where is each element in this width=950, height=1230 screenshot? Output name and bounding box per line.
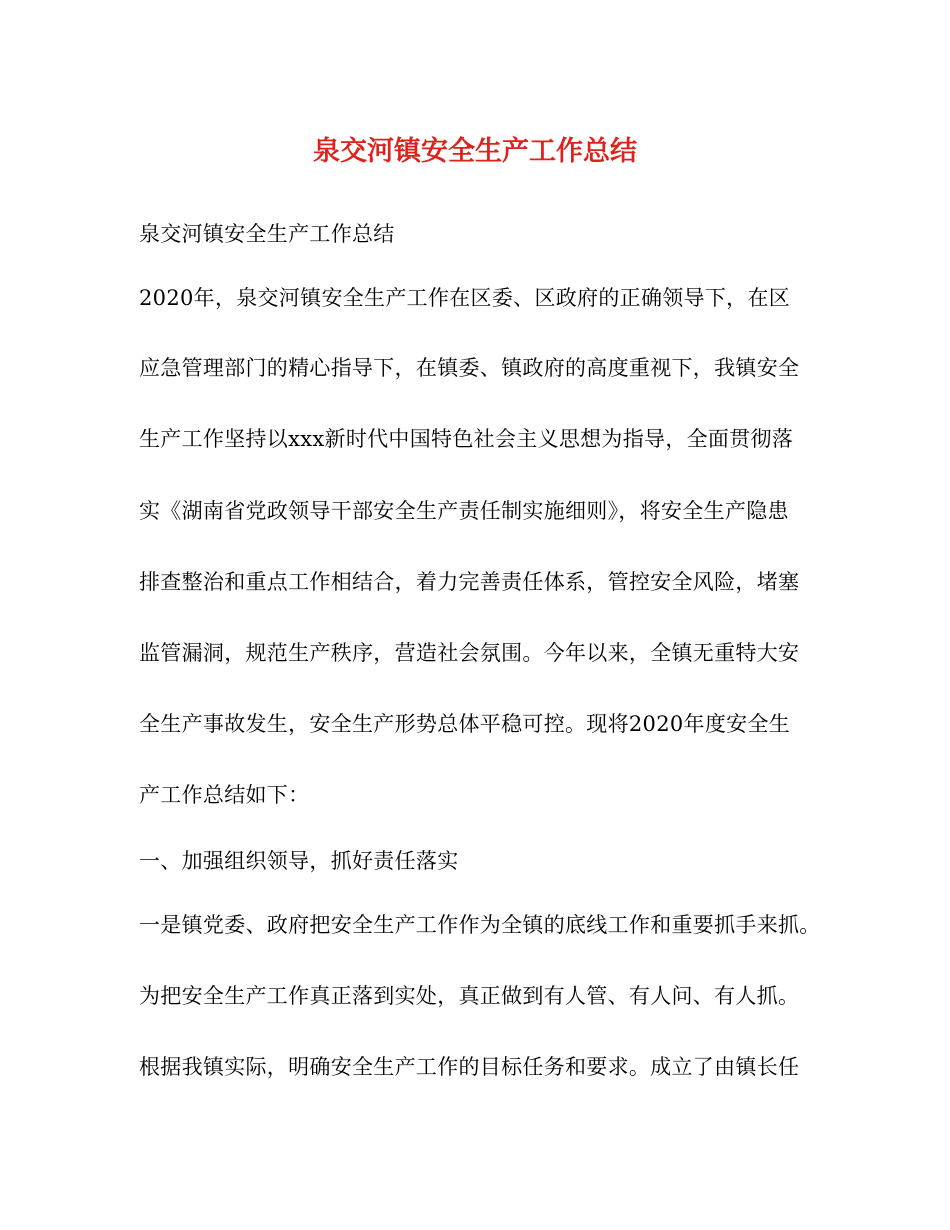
body-line: 监管漏洞，规范生产秩序，营造社会氛围。今年以来，全镇无重特大安 (139, 641, 800, 665)
body-line: 产工作总结如下： (139, 783, 310, 807)
body-line: 全生产事故发生，安全生产形势总体平稳可控。现将2020年度安全生 (139, 712, 791, 736)
body-line: 生产工作坚持以xxx新时代中国特色社会主义思想为指导，全面贯彻落 (139, 427, 794, 451)
section-heading: 一、加强组织领导，抓好责任落实 (139, 849, 459, 873)
body-line: 为把安全生产工作真正落到实处，真正做到有人管、有人问、有人抓。 (139, 984, 800, 1008)
body-line: 一是镇党委、政府把安全生产工作作为全镇的底线工作和重要抓手来抓。 (139, 913, 821, 937)
body-line: 实《湖南省党政领导干部安全生产责任制实施细则》，将安全生产隐患 (139, 499, 789, 523)
body-line: 应急管理部门的精心指导下，在镇委、镇政府的高度重视下，我镇安全 (139, 356, 800, 380)
document-title: 泉交河镇安全生产工作总结 (313, 136, 637, 167)
subtitle-line: 泉交河镇安全生产工作总结 (139, 222, 395, 246)
body-line: 2020年，泉交河镇安全生产工作在区委、区政府的正确领导下，在区 (139, 286, 791, 310)
body-line: 根据我镇实际，明确安全生产工作的目标任务和要求。成立了由镇长任 (139, 1055, 800, 1079)
body-line: 排查整治和重点工作相结合，着力完善责任体系，管控安全风险，堵塞 (139, 570, 800, 594)
